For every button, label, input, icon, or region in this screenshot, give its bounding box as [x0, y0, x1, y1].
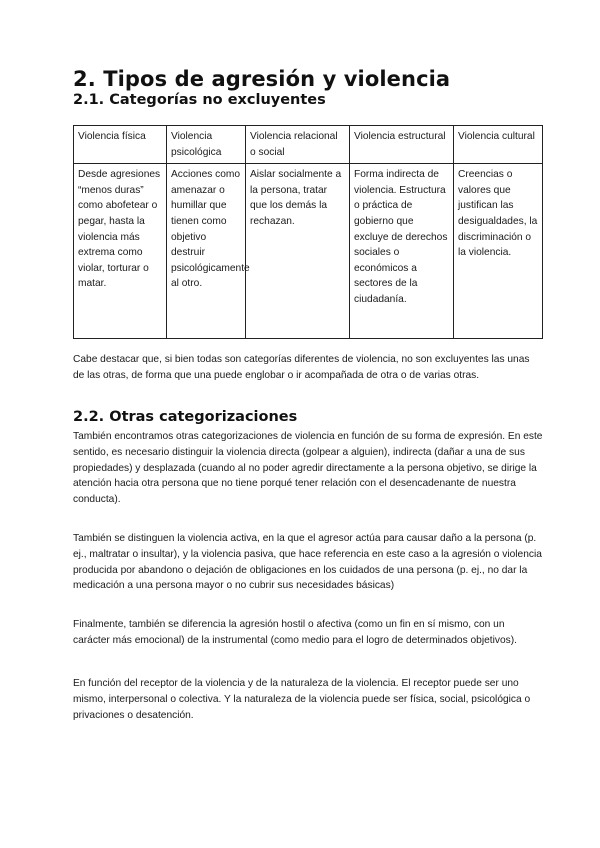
table-cell: Aislar socialmente a la persona, tratar que los demás la rechazan.	[246, 164, 350, 339]
table-note: Cabe destacar que, si bien todas son categorías diferentes de violencia, no son excluyentes las unas de las otras, de forma que una puede englobar o ir acompañada de otra o de varias otras.	[73, 354, 530, 381]
paragraph: En función del receptor de la violencia y de la naturaleza de la violencia. El receptor puede ser uno mismo, interpersonal o colectiva. Y la naturaleza de la violencia puede ser física, social, psicológica o privaciones o desatención.	[73, 678, 531, 721]
table-cell: Creencias o valores que justifican las desigualdades, la discriminación o la violencia.	[454, 164, 543, 339]
column-header: Violencia estructural	[350, 126, 454, 164]
paragraph: Finalmente, también se diferencia la agresión hostil o afectiva (como un fin en sí mismo, con un carácter más emocional) de la instrumental (como medio para el logro de determinados objetivos).	[73, 619, 517, 646]
categories-table	[73, 125, 543, 339]
table-header-row	[74, 126, 543, 164]
table-cell: Acciones como amenazar o humillar que tienen como objetivo destruir psicológicamente al otro.	[167, 164, 246, 339]
section-title-otras: 2.2. Otras categorizaciones	[73, 409, 298, 425]
section-title-categorias: 2.1. Categorías no excluyentes	[73, 92, 326, 108]
paragraph: También encontramos otras categorizaciones de violencia en función de su forma de expresión. En este sentido, es necesario distinguir la violencia directa (golpear a alguien), indirecta (dañar a una de sus propiedades) y desplazada (cuando al no poder agredir directamente a la persona objetivo, se dirige la atención hacia otra persona que no tiene porqué tener relación con el desencadenante de nuestra conducta).	[73, 431, 543, 506]
column-header: Violencia cultural	[454, 126, 543, 164]
paragraph: También se distinguen la violencia activa, en la que el agresor actúa para causar daño a la persona (p. ej., maltratar o insultar), y la violencia pasiva, que hace referencia en este caso a la agresión o violencia producida por abandono o dejación de obligaciones en los cuidados de una persona (p. ej., no dar la medicación a una persona mayor o no cubrir sus necesidades básicas)	[73, 533, 542, 592]
table-cell: Forma indirecta de violencia. Estructura o práctica de gobierno que excluye de derechos sociales o económicos a sectores de la ciudadanía.	[350, 164, 454, 339]
column-header: Violencia psicológica	[167, 126, 246, 164]
table-row	[74, 164, 543, 339]
column-header: Violencia física	[74, 126, 167, 164]
table-cell: Desde agresiones “menos duras” como abofetear o pegar, hasta la violencia más extrema como violar, torturar o matar.	[74, 164, 167, 339]
column-header: Violencia relacional o social	[246, 126, 350, 164]
page-title: 2. Tipos de agresión y violencia	[73, 67, 451, 91]
